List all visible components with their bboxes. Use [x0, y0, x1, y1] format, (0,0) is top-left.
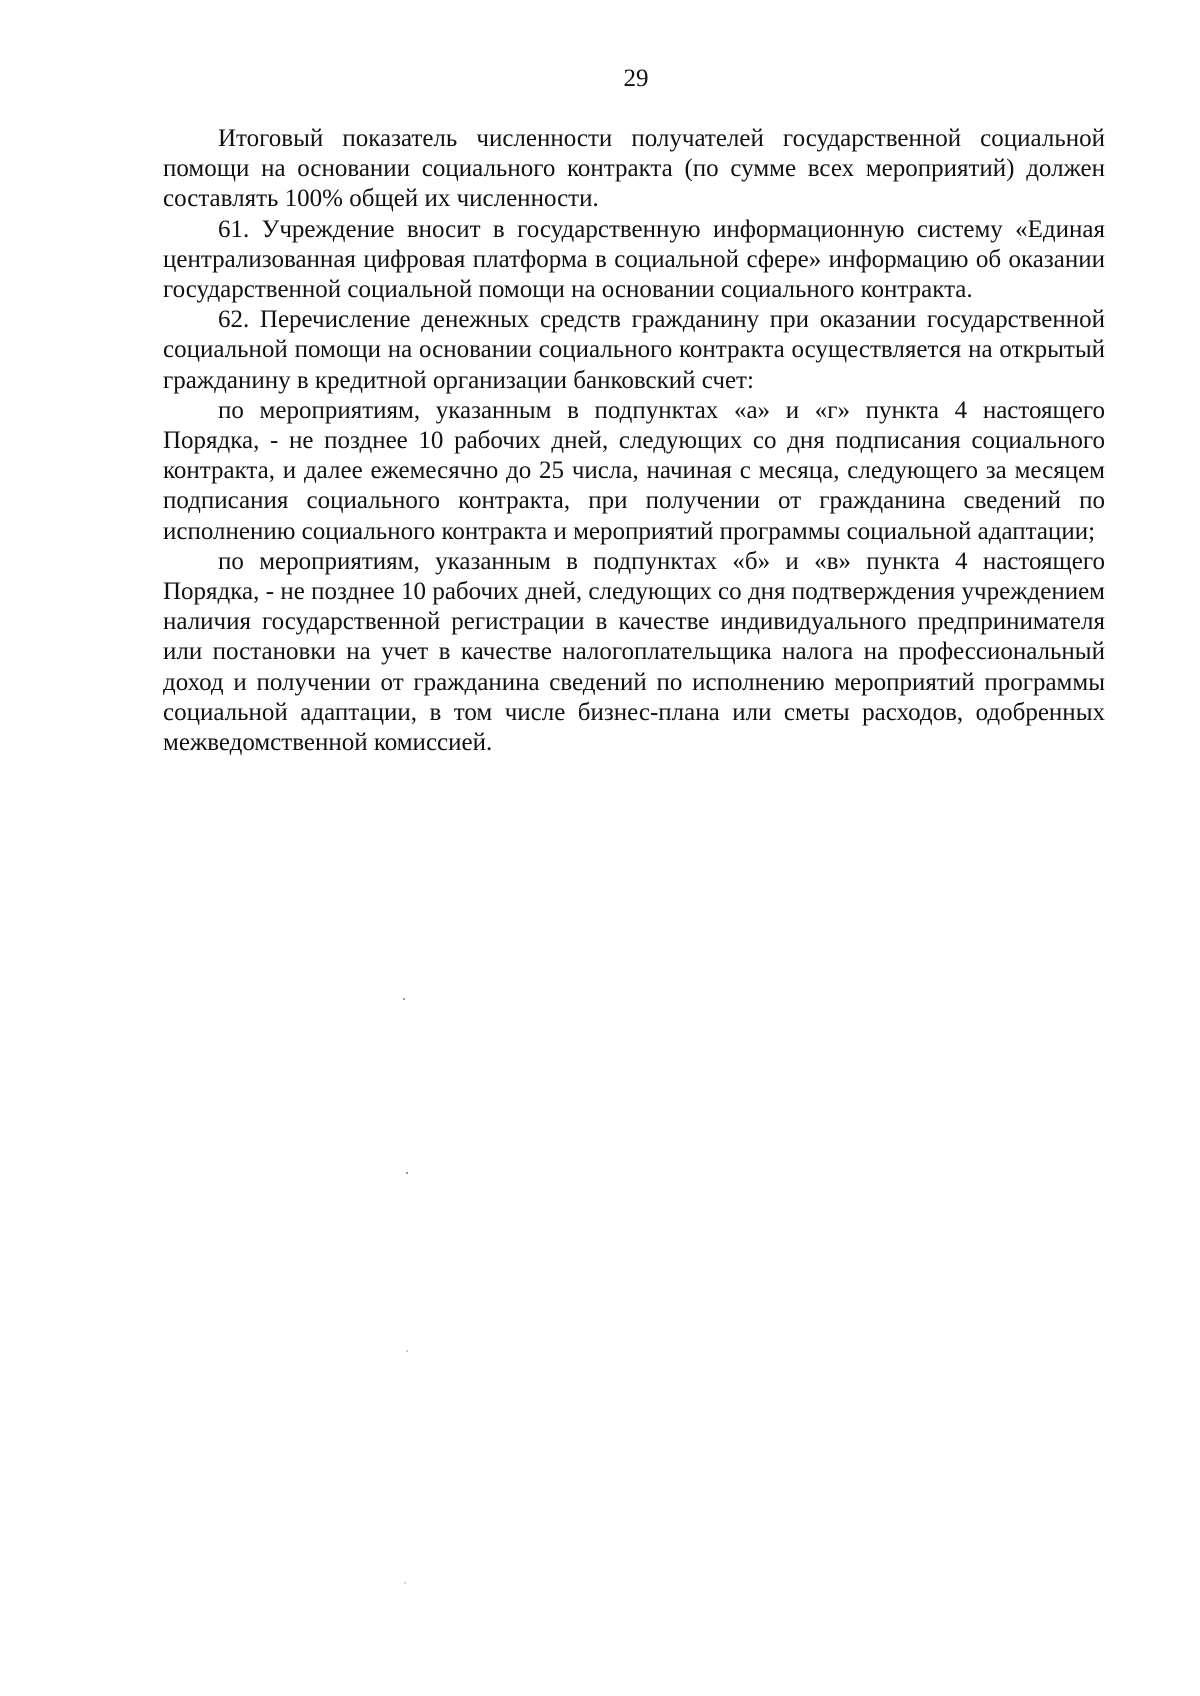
paragraph-total-indicator: Итоговый показатель численности получателей государственной социальной помощи на основании социального контракта (по сумме всех мероприятий) должен составлять 100% общей их численности.: [163, 125, 1105, 213]
document-body: [163, 124, 1105, 758]
scan-speck: [406, 1172, 408, 1174]
scan-speck: [403, 998, 405, 1000]
paragraph-62: 62. Перечисление денежных средств гражданину при оказании государственной социальной помощи на основании социального контракта осуществляется на открытый гражданину в кредитной организации банковский счет:: [163, 306, 1105, 394]
page-number: 29: [623, 65, 649, 92]
scan-speck: [406, 1350, 408, 1352]
paragraph-62-item-a-g: по мероприятиям, указанным в подпунктах «а» и «г» пункта 4 настоящего Порядка, - не позднее 10 рабочих дней, следующих со дня подписания социального контракта, и далее ежемесячно до 25 числа, начиная с месяца, следующего за месяцем подписания социального контракта, при получении от гражданина сведений по исполнению социального контракта и мероприятий программы социальной адаптации;: [163, 396, 1105, 545]
paragraph-61: 61. Учреждение вносит в государственную информационную систему «Единая централизованная цифровая платформа в социальной сфере» информацию об оказании государственной социальной помощи на основании социального контракта.: [163, 215, 1105, 304]
scan-speck: [404, 1582, 406, 1584]
paragraph-62-item-b-v: по мероприятиям, указанным в подпунктах «б» и «в» пункта 4 настоящего Порядка, - не позднее 10 рабочих дней, следующих со дня подтверждения учреждением наличия государственной регистрации в качестве индивидуального предпринимателя или постановки на учет в качестве налогоплательщика налога на профессиональный доход и получении от гражданина сведений по исполнению мероприятий программы социальной адаптации, в том числе бизнес-плана или сметы расходов, одобренных межведомственной комиссией.: [163, 547, 1105, 757]
